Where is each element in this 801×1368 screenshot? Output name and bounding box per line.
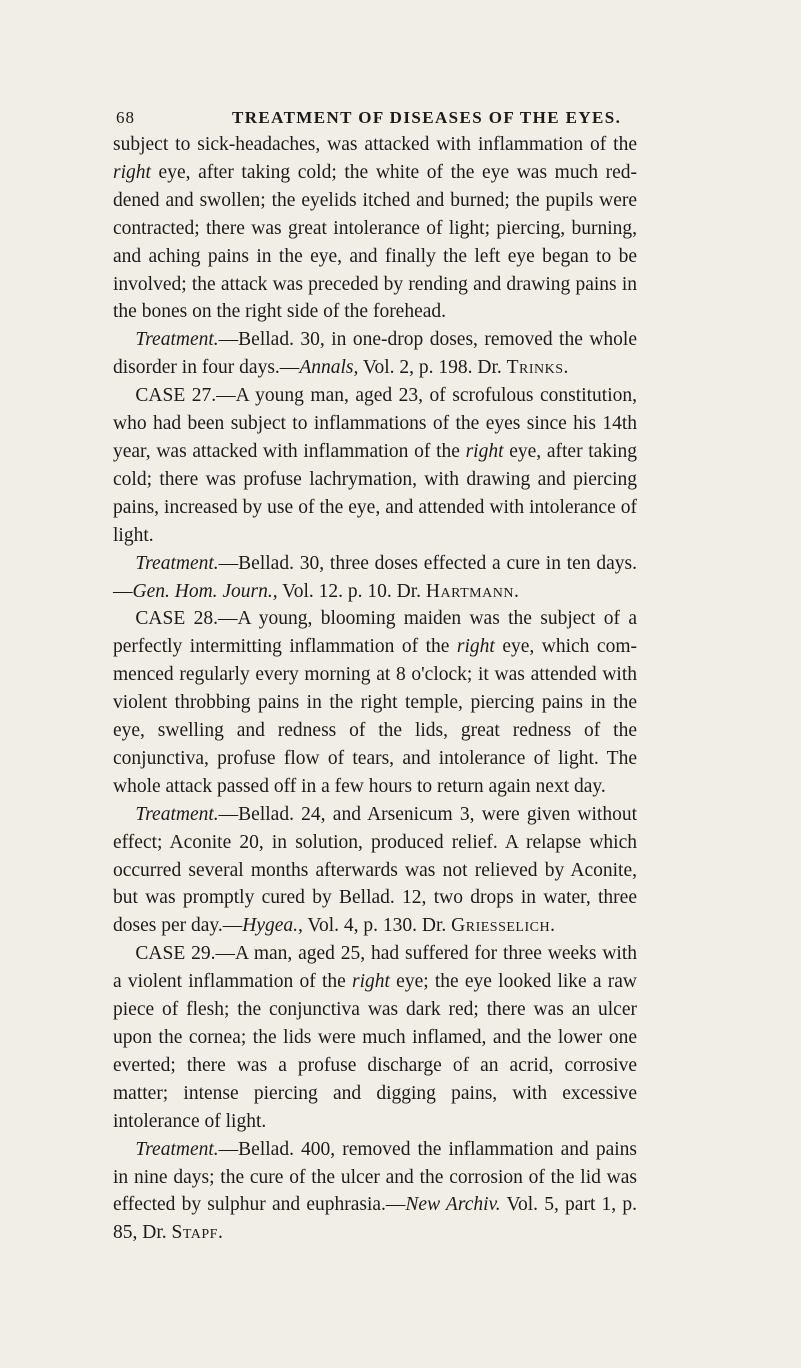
- italic-run: right: [456, 636, 495, 658]
- italic-run: New Archiv.: [405, 1194, 501, 1216]
- text-run: Vol. 5, part 1, p. 85, Dr.: [113, 1194, 637, 1244]
- author-name: Hartmann.: [425, 580, 520, 602]
- treatment-paragraph: [113, 550, 637, 606]
- page-number: 68: [116, 108, 135, 127]
- text-run: eye, after taking cold; there was profuse lachrymation, with drawing and piercing pains, increased by use of the eye, and attended with intolerance of light.: [113, 440, 638, 546]
- treatment-paragraph: [113, 326, 637, 382]
- text-run: —Bellad. 30, three doses effected a cure in ten days.—: [113, 552, 637, 602]
- text-run: eye; the eye looked like a raw piece of flesh; the conjunctiva was dark red; there was an ulcer upon the cornea; the lids were much inflamed, and the lower one everted; there was a profuse discharge of an acrid, corrosive matter; intense piercing and digging pains, with excessive intolerance of light.: [113, 971, 637, 1132]
- treatment-paragraph: [113, 801, 637, 941]
- text-run: —Bellad. 30, in one-drop doses, removed the whole disorder in four days.—: [113, 329, 637, 379]
- treatment-paragraph: [113, 1136, 637, 1248]
- case-paragraph: [113, 605, 637, 800]
- text-run: Vol. 12. p. 10. Dr.: [277, 580, 426, 602]
- author-name: Trinks.: [506, 357, 569, 379]
- paragraph-continuation: [113, 131, 637, 326]
- text-run: CASE 27.—A young man, aged 23, of scrofulous constitution, who had been subject to inflammations of the eyes since his 14th year, was attacked with inflammation of the: [113, 385, 637, 462]
- text-run: CASE 29.—A man, aged 25, had suffered for three weeks with a violent inflammation of the: [113, 943, 637, 993]
- text-run: eye, after taking cold; the white of the eye was much red-dened and swollen; the eyelids itched and burned; the pupils were contracted; there was great intolerance of light; piercing, burning, and aching pains in the eye, and finally the left eye began to be involved; the attack was preceded by rending and drawing pains in the bones on the right side of the forehead.: [113, 161, 637, 323]
- text-run: eye, which com-menced regularly every morning at 8 o'clock; it was attended with violent throbbing pains in the right temple, piercing pains in the eye, swelling and redness of the lids, great redness of the conjunctiva, profuse flow of tears, and intolerance of light. The whole attack passed off in a few hours to return again next day.: [113, 636, 637, 797]
- italic-run: Hygea.,: [242, 915, 303, 937]
- italic-run: Treatment.: [135, 803, 219, 825]
- body-text: [113, 131, 637, 1247]
- case-paragraph: [113, 940, 637, 1135]
- author-name: Stapf.: [171, 1222, 224, 1244]
- italic-run: right: [465, 440, 504, 462]
- italic-run: right: [113, 161, 151, 183]
- text-run: —Bellad. 400, removed the inflammation and pains in nine days; the cure of the ulcer and the corrosion of the lid was effected by sulphur and euphrasia.—: [113, 1138, 637, 1216]
- italic-run: Annals,: [299, 357, 359, 379]
- text-run: CASE 28.—A young, blooming maiden was the subject of a perfectly intermitting inflammation of the: [113, 608, 637, 658]
- running-title: TREATMENT OF DISEASES OF THE EYES.: [232, 108, 622, 127]
- italic-run: Gen. Hom. Journ.,: [132, 580, 278, 602]
- text-run: subject to sick-headaches, was attacked with inflammation of the: [113, 134, 637, 155]
- italic-run: right: [352, 971, 390, 993]
- case-paragraph: [113, 382, 637, 549]
- author-name: Griesselich.: [451, 915, 556, 937]
- italic-run: Treatment.: [135, 329, 219, 351]
- text-run: Vol. 2, p. 198. Dr.: [358, 357, 507, 379]
- italic-run: Treatment.: [135, 552, 219, 574]
- italic-run: Treatment.: [135, 1138, 219, 1160]
- text-run: Vol. 4, p. 130. Dr.: [302, 915, 452, 937]
- text-run: —Bellad. 24, and Arsenicum 3, were given without effect; Aconite 20, in solution, produced relief. A relapse which occurred several months afterwards was not relieved by Aconite, but was promptly cured by Bellad. 12, two drops in water, three doses per day.—: [113, 803, 637, 937]
